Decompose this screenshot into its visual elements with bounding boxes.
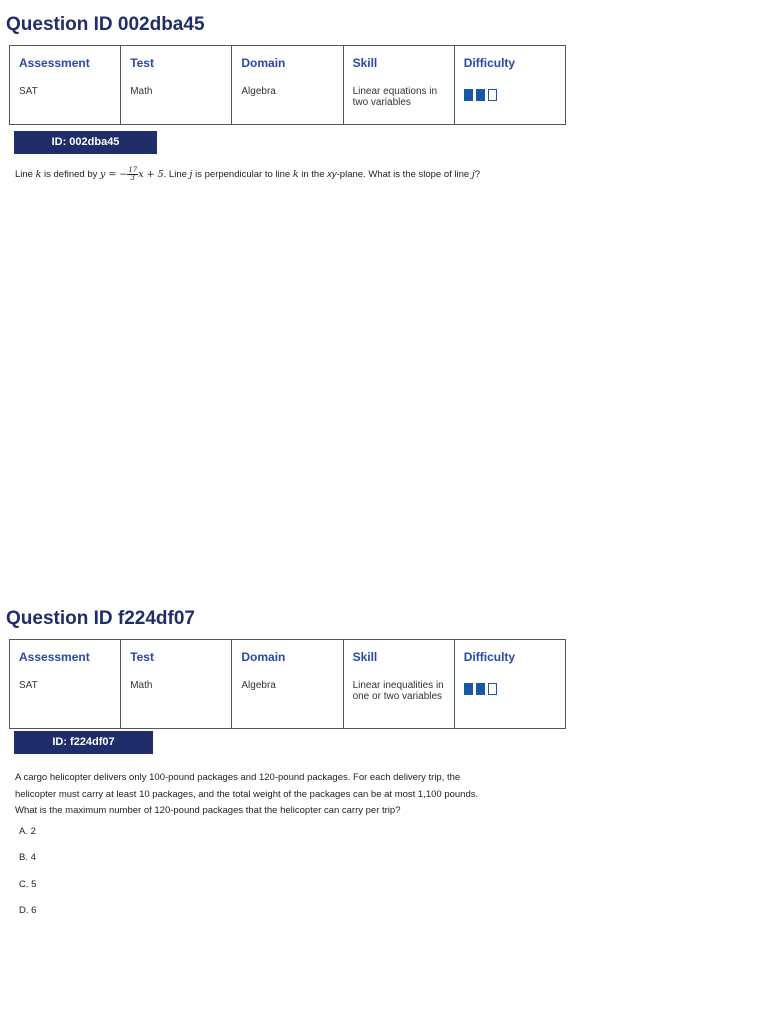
stem-text: Line — [15, 169, 36, 180]
question-id-badge: ID: 002dba45 — [14, 131, 157, 154]
domain-cell — [232, 46, 343, 125]
answer-choice-c[interactable]: C. 5 — [19, 878, 37, 890]
domain-value: Algebra — [241, 680, 276, 691]
answer-choice-a[interactable]: A. 2 — [19, 826, 36, 837]
test-header: Test — [130, 650, 154, 664]
difficulty-filled-block — [464, 89, 473, 101]
difficulty-header: Difficulty — [463, 56, 516, 70]
fraction-denominator: 3 — [130, 174, 136, 182]
assessment-cell — [10, 46, 121, 125]
skill-header: Skill — [352, 650, 378, 664]
assessment-cell — [10, 640, 121, 729]
stem-text: -plane. What is the slope of line — [336, 169, 472, 180]
domain-header: Domain — [241, 56, 286, 70]
test-cell — [121, 46, 232, 125]
question-metadata-table — [9, 639, 566, 729]
assessment-header: Assessment — [19, 650, 90, 664]
difficulty-empty-block — [488, 683, 497, 695]
question-id-badge: ID: f224df07 — [14, 731, 153, 754]
fraction-numerator: 17 — [128, 166, 138, 174]
stem-text: in the — [298, 169, 328, 180]
equation-fraction — [127, 167, 138, 182]
stem-var-k: k — [292, 169, 299, 180]
question-title: Question ID f224df07 — [6, 608, 195, 629]
stem-var-j: j — [189, 169, 193, 180]
stem-var-k: k — [35, 169, 42, 180]
stem-text: ? — [474, 169, 481, 180]
test-cell — [121, 640, 232, 729]
difficulty-indicator — [464, 89, 556, 101]
answer-choice-d[interactable]: D. 6 — [19, 904, 37, 916]
assessment-header: Assessment — [19, 56, 90, 70]
skill-header: Skill — [352, 56, 378, 70]
assessment-value: SAT — [19, 86, 38, 97]
difficulty-cell — [454, 640, 565, 729]
assessment-value: SAT — [19, 680, 38, 691]
question-metadata-table — [9, 45, 566, 125]
question-stem — [15, 167, 755, 184]
stem-text: . Line — [163, 169, 190, 180]
difficulty-filled-block — [476, 683, 485, 695]
answer-choice-b[interactable]: B. 4 — [19, 852, 36, 864]
difficulty-filled-block — [464, 683, 473, 695]
equation-rhs: x + 5 — [138, 169, 164, 180]
stem-var-j: j — [471, 169, 475, 180]
skill-cell — [343, 46, 454, 125]
stem-text: is defined by — [41, 169, 100, 180]
test-value: Math — [130, 86, 153, 97]
domain-value: Algebra — [241, 86, 276, 97]
difficulty-header: Difficulty — [463, 650, 516, 664]
question-stem: A cargo helicopter delivers only 100-pound packages and 120-pound packages. For each delivery trip, the helicopter must carry at least 10 packages, and the total weight of the packages can be at most 1,100 pounds. What is the maximum number of 120-pound packages that the helicopter can carry per trip? — [15, 772, 479, 816]
stem-text: is perpendicular to line — [192, 169, 293, 180]
difficulty-cell — [454, 46, 565, 125]
domain-header: Domain — [241, 650, 286, 664]
test-header: Test — [130, 56, 154, 70]
skill-value: Linear inequalities in one or two variables — [352, 680, 444, 702]
difficulty-indicator — [464, 683, 556, 695]
skill-cell — [343, 640, 454, 729]
question-title: Question ID 002dba45 — [6, 14, 205, 35]
skill-value: Linear equations in two variables — [352, 86, 438, 108]
difficulty-empty-block — [488, 89, 497, 101]
stem-xy: xy — [327, 169, 337, 180]
domain-cell — [232, 640, 343, 729]
difficulty-filled-block — [476, 89, 485, 101]
test-value: Math — [130, 680, 153, 691]
equation-lhs: y = − — [100, 169, 128, 180]
answer-choices — [19, 826, 36, 931]
